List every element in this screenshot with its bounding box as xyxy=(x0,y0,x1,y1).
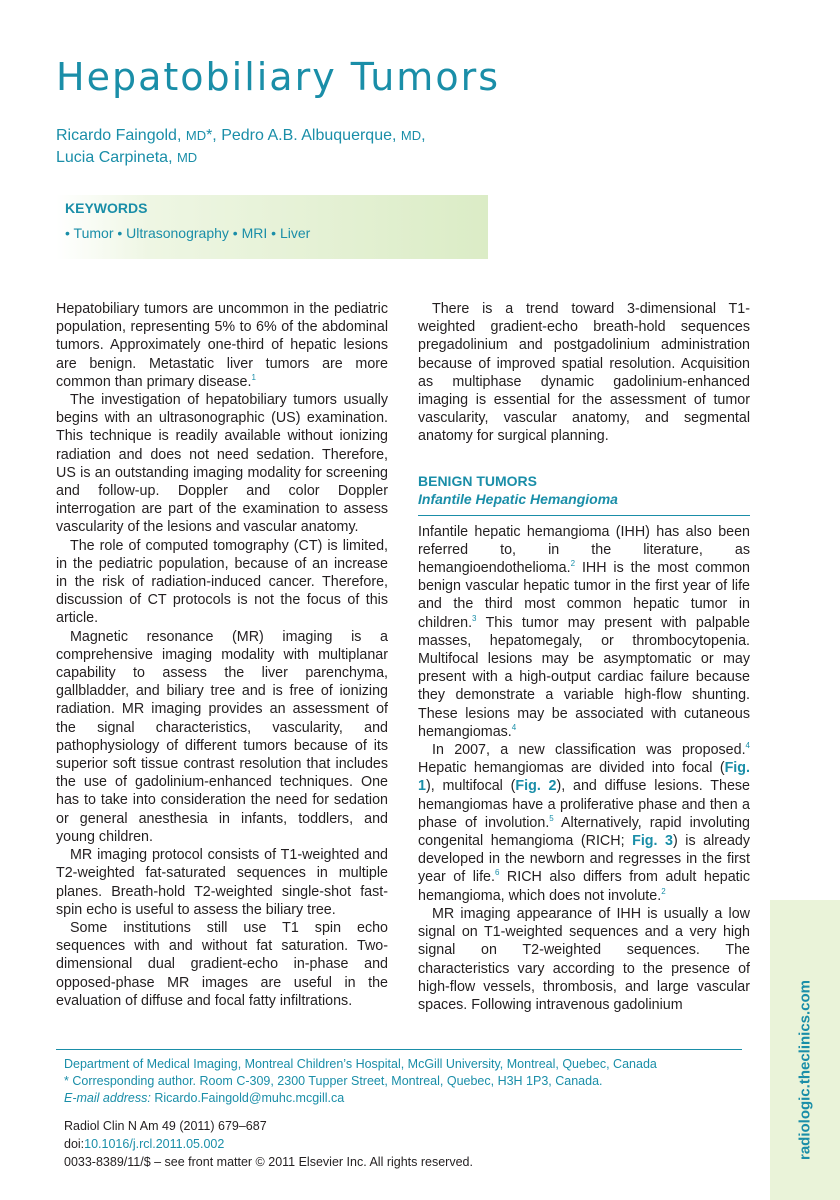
doi-link[interactable]: 10.1016/j.rcl.2011.05.002 xyxy=(84,1137,225,1151)
journal-citation: Radiol Clin N Am 49 (2011) 679–687 xyxy=(64,1119,267,1133)
body-paragraph: Magnetic resonance (MR) imaging is a comprehensive imaging modality with multiplanar capability to assess the liver parenchyma, gallbladder, and biliary tree and is free of ionizing radiation. MR imaging provides an assessment of the signal characteristics, vascularity, and pathophysiology of different tumors because of its superior soft tissue contrast resolution that includes the use of gadolinium-enhanced techniques. One has to take into consideration the need for sedation or general anesthesia in infants, toddlers, and young children. xyxy=(56,628,388,845)
reference-link[interactable]: 5 xyxy=(549,814,554,824)
reference-link[interactable]: 3 xyxy=(472,613,477,623)
body-paragraph xyxy=(418,741,750,905)
keyword-item[interactable]: Liver xyxy=(279,225,311,241)
keyword-item[interactable]: Tumor xyxy=(73,225,114,241)
body-paragraph: The role of computed tomography (CT) is limited, in the pediatric population, because of an increase in the risk of radiation-induced cancer. Therefore, discussion of CT protocols is not the focus of this article. xyxy=(56,537,388,627)
body-paragraph xyxy=(56,300,388,391)
article-title: Hepatobiliary Tumors xyxy=(56,55,500,99)
author-list xyxy=(56,125,516,169)
body-paragraph xyxy=(418,523,750,741)
body-paragraph: There is a trend toward 3-dimensional T1-weighted gradient-echo breath-hold sequences pregadolinium and postgadolinium administration because of improved spatial resolution. Acquisition as multiphase dynamic gadolinium-enhanced imaging is essential for the assessment of tumor vascularity, vascular anatomy, and segmental anatomy for surgical planning. xyxy=(418,301,750,445)
body-paragraph: MR imaging protocol consists of T1-weighted and T2-weighted fat-saturated sequences in multiple planes. Breath-hold T2-weighted single-shot fast-spin echo is useful to assess the biliary tree. xyxy=(56,847,388,918)
journal-url[interactable]: radiologic.theclinics.com xyxy=(796,979,814,1161)
reference-link[interactable]: 4 xyxy=(511,723,517,733)
email-label: E-mail address: xyxy=(64,1091,151,1105)
left-column xyxy=(56,300,388,1010)
subsection-divider xyxy=(418,515,750,516)
paragraph-text: Hepatobiliary tumors are uncommon in the pediatric population, representing 5% to 6% of the abdominal tumors. Approximately one-third of hepatic lesions are benign. Metastatic liver tumors are more common than primary disease. xyxy=(56,301,388,390)
paragraph-text: ) is already developed in the newborn and regresses in the first year of life. xyxy=(418,833,751,886)
paragraph-text: RICH also differs from adult hepatic hemangioma, which does not involute. xyxy=(418,869,750,904)
author-name: Pedro A.B. Albuquerque, xyxy=(221,127,397,144)
author-separator: , xyxy=(421,127,426,144)
body-paragraph: MR imaging appearance of IHH is usually a low signal on T1-weighted sequences and a very high signal on T2-weighted sequences. The characteristics vary according to the presence of high-flow vessels, thrombosis, and large vascular spaces. Following intravenous gadolinium xyxy=(418,905,750,1013)
section-heading: BENIGN TUMORS xyxy=(418,472,537,489)
keywords-box xyxy=(56,195,488,259)
subsection-heading: Infantile Hepatic Hemangioma xyxy=(418,490,618,507)
doi-label: doi: xyxy=(64,1137,85,1151)
paragraph-text: This tumor may present with palpable masses, hepatomegaly, or thrombocytopenia. Multifocal lesions may be asymptomatic or may present with a high-output cardiac failure because they demonstrate a variable high-flow shunting. These lesions may be associated with cutaneous hemangiomas. xyxy=(418,614,750,740)
footnote-divider xyxy=(56,1049,742,1050)
reference-link[interactable]: 2 xyxy=(570,559,576,569)
email-footnote xyxy=(64,1090,754,1107)
bullet-icon: • xyxy=(232,225,238,241)
bullet-icon: • xyxy=(65,225,70,241)
email-link[interactable]: Ricardo.Faingold@muhc.mcgill.ca xyxy=(154,1091,345,1105)
reference-link[interactable]: 2 xyxy=(661,886,666,896)
copyright-line: 0033-8389/11/$ – see front matter © 2011 Elsevier Inc. All rights reserved. xyxy=(64,1155,473,1169)
reference-link[interactable]: 4 xyxy=(745,741,750,751)
paragraph-text: In 2007, a new classification was proposed. xyxy=(432,742,746,759)
figure-link[interactable]: Fig. 1 xyxy=(418,760,750,795)
author-name: Lucia Carpineta, xyxy=(56,149,173,166)
figure-link[interactable]: Fig. 3 xyxy=(632,833,673,850)
keyword-item[interactable]: Ultrasonography xyxy=(126,225,229,241)
paragraph-text: Infantile hepatic hemangioma (IHH) has also been referred to, in the literature, as hemangioendothelioma. xyxy=(418,523,750,577)
paragraph-text: Hepatic hemangiomas are divided into focal ( xyxy=(418,760,725,777)
paragraph-text: Alternatively, rapid involuting congenital hemangioma (RICH; xyxy=(418,814,750,850)
paragraph-text: ), multifocal ( xyxy=(425,778,516,795)
reference-link[interactable]: 1 xyxy=(251,373,256,383)
affiliation-footnote: Department of Medical Imaging, Montreal Children’s Hospital, McGill University, Montreal, Quebec, Canada xyxy=(64,1057,657,1071)
author-degree: MD xyxy=(176,150,198,165)
body-paragraph: Some institutions still use T1 spin echo sequences with and without fat saturation. Two-dimensional dual gradient-echo in-phase and opposed-phase MR images are useful in the evaluation of diffuse and focal fatty infiltrations. xyxy=(56,919,388,1009)
bullet-icon: • xyxy=(117,225,123,241)
paragraph-text: IHH is the most common benign vascular hepatic tumor in the first year of life and the third most common hepatic tumor in children. xyxy=(418,560,750,631)
reference-link[interactable]: 6 xyxy=(494,868,500,878)
figure-link[interactable]: Fig. 2 xyxy=(515,778,557,795)
doi-line xyxy=(64,1136,224,1153)
corresponding-mark: *, xyxy=(206,127,217,144)
right-column xyxy=(418,300,750,1014)
author-degree: MD xyxy=(400,128,422,143)
author-name: Ricardo Faingold, xyxy=(56,127,182,144)
keyword-list xyxy=(65,225,310,241)
author-degree: MD xyxy=(185,128,207,143)
bullet-icon: • xyxy=(271,225,277,241)
paragraph-text: ), and diffuse lesions. These hemangiomas have a proliferative phase and then a phase of involution. xyxy=(418,778,750,831)
body-paragraph: The investigation of hepatobiliary tumors usually begins with an ultrasonographic (US) examination. This technique is readily available without ionizing radiation and does not need sedation. Therefore, US is an outstanding imaging modality for screening and follow-up. Doppler and color Doppler interrogation are part of the examination to assess vascularity of the lesions and vascular anatomy. xyxy=(56,392,388,536)
corresponding-author-footnote: * Corresponding author. Room C-309, 2300 Tupper Street, Montreal, Quebec, H3H 1P3, Canada. xyxy=(64,1074,603,1088)
keywords-heading: KEYWORDS xyxy=(65,200,148,216)
keyword-item[interactable]: MRI xyxy=(241,225,268,241)
